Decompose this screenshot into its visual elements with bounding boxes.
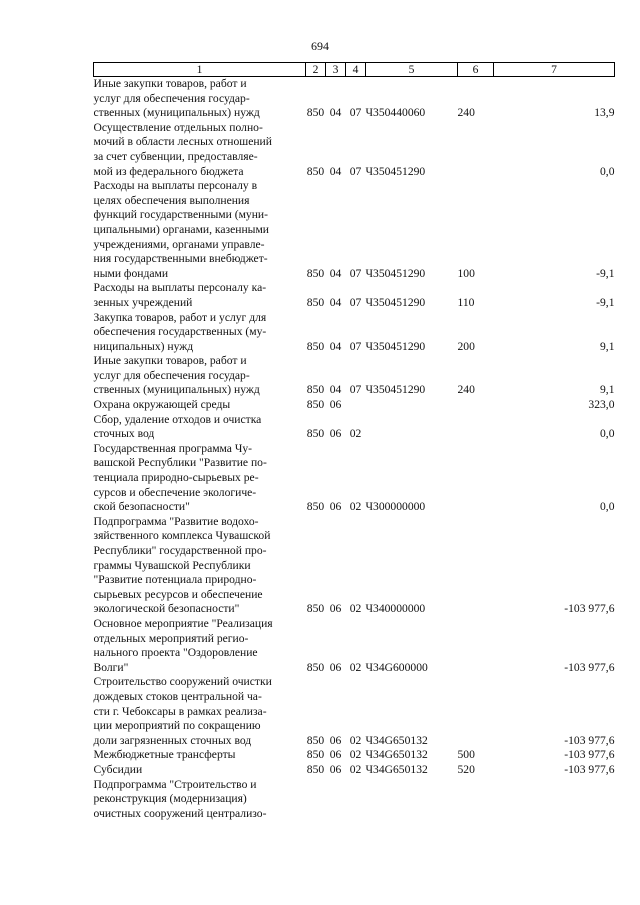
row-cell-c6: 500 (457, 748, 475, 762)
row-name-line: дождевых стоков центральной ча- (93, 689, 262, 703)
row-cell-c6 (458, 442, 494, 515)
row-cell-c6 (458, 413, 494, 442)
table-row (94, 515, 615, 617)
row-cell-c3: 06 (329, 660, 342, 674)
row-cell-c7: -103 977,6 (564, 748, 615, 762)
row-cell-c3: 06 (329, 398, 342, 412)
row-cell-c2: 850 (306, 748, 325, 762)
row-name-line: за счет субвенции, предоставляе- (93, 149, 258, 163)
row-name-line: Подпрограмма "Строительство и (93, 777, 257, 791)
row-name-line: учреждениями, органами управле- (93, 237, 265, 251)
table-body (94, 77, 615, 822)
row-name-line: сти г. Чебоксары в рамках реализа- (93, 704, 267, 718)
row-cell-c6 (458, 398, 494, 413)
row-name-line: Межбюджетные трансферты (93, 748, 236, 762)
table-row (94, 778, 615, 822)
page-number: 694 (311, 39, 329, 53)
row-cell-c7: 9,1 (600, 383, 615, 397)
row-cell-c5: Ч340000000 (365, 602, 426, 616)
row-cell-c6: 110 (457, 295, 475, 309)
row-name-line: Волги" (93, 660, 129, 674)
header-row (94, 63, 615, 77)
row-name-line: услуг для обеспечения государ- (93, 91, 250, 105)
table-row (94, 675, 615, 748)
row-cell-c5: Ч350451290 (365, 295, 426, 309)
row-cell-c2: 850 (306, 602, 325, 616)
row-cell-c7: 13,9 (594, 106, 615, 120)
row-name-cell (94, 748, 306, 763)
row-name-line: Сбор, удаление отходов и очистка (93, 412, 262, 426)
row-name-line: зенных учреждений (93, 295, 193, 309)
row-name-line: ственных (муниципальных) нужд (93, 106, 260, 120)
row-cell-c4: 02 (349, 500, 362, 514)
row-cell-c4: 07 (349, 266, 362, 280)
row-cell-c7: 0,0 (600, 500, 615, 514)
row-cell-c5: Ч34G650132 (365, 748, 428, 762)
row-cell-c6: 240 (457, 383, 475, 397)
row-name-cell (94, 515, 306, 617)
row-name-line: Охрана окружающей среды (93, 398, 231, 412)
row-cell-c5 (366, 413, 458, 442)
row-name-line: Субсидии (93, 762, 143, 776)
row-cell-c6 (458, 515, 494, 617)
row-cell-c6: 520 (457, 762, 475, 776)
table-row (94, 442, 615, 515)
row-cell-c4: 07 (349, 383, 362, 397)
row-name-line: ниципальных) нужд (93, 339, 194, 353)
row-name-line: целях обеспечения выполнения (93, 193, 250, 207)
row-name-line: сточных вод (93, 427, 155, 441)
row-cell-c3: 04 (329, 339, 342, 353)
row-cell-c2: 850 (306, 266, 325, 280)
row-cell-c5: Ч34G650132 (365, 733, 428, 747)
row-cell-c7: 0,0 (600, 164, 615, 178)
row-cell-c2: 850 (306, 383, 325, 397)
row-cell-c2: 850 (306, 398, 325, 412)
row-cell-c3: 06 (329, 748, 342, 762)
row-cell-c7: -103 977,6 (564, 762, 615, 776)
row-cell-c4 (346, 778, 366, 822)
row-cell-c7: 9,1 (600, 339, 615, 353)
row-cell-c3: 06 (329, 602, 342, 616)
row-cell-c4: 07 (349, 164, 362, 178)
table-row (94, 617, 615, 675)
row-cell-c2: 850 (306, 106, 325, 120)
row-cell-c7: 0,0 (600, 427, 615, 441)
row-cell-c2: 850 (306, 339, 325, 353)
row-name-line: зяйственного комплекса Чувашской (93, 529, 271, 543)
row-name-line: Основное мероприятие "Реализация (93, 616, 273, 630)
row-cell-c2: 850 (306, 500, 325, 514)
budget-table (93, 62, 615, 821)
row-name-line: Республики" государственной про- (93, 544, 267, 557)
row-name-line: вашской Республики "Развитие по- (93, 456, 267, 470)
row-cell-c3: 04 (329, 295, 342, 309)
row-cell-c3: 04 (329, 106, 342, 120)
row-cell-c4 (346, 398, 366, 413)
row-cell-c7: -9,1 (596, 266, 615, 280)
row-name-line: Расходы на выплаты персоналу в (93, 179, 258, 193)
row-name-line: Закупка товаров, работ и услуг для (93, 310, 267, 324)
table-row (94, 77, 615, 121)
row-name-line: Государственная программа Чу- (93, 441, 253, 455)
row-cell-c4: 02 (349, 733, 362, 747)
row-cell-c3: 04 (329, 266, 342, 280)
row-cell-c6 (458, 675, 494, 748)
row-name-line: Расходы на выплаты персоналу ка- (93, 281, 267, 295)
row-name-line: ской безопасности" (93, 500, 190, 514)
table-header (94, 63, 615, 77)
row-name-line: реконструкция (модернизация) (93, 792, 247, 806)
row-name-cell (94, 778, 306, 822)
row-cell-c5 (366, 398, 458, 413)
row-cell-c4: 02 (349, 602, 362, 616)
header-col-6: 6 (458, 63, 494, 77)
row-cell-c3: 06 (329, 427, 342, 441)
row-name-line: доли загрязненных сточных вод (93, 733, 252, 747)
row-cell-c4: 02 (349, 660, 362, 674)
header-col-2: 2 (306, 63, 326, 77)
row-cell-c5: Ч350451290 (365, 266, 426, 280)
row-cell-c2: 850 (306, 733, 325, 747)
row-name-line: сурсов и обеспечение экологиче- (93, 485, 257, 499)
row-name-line: услуг для обеспечения государ- (93, 368, 250, 382)
row-name-line: Подпрограмма "Развитие водохо- (93, 514, 259, 528)
row-cell-c6 (458, 617, 494, 675)
row-cell-c5: Ч350451290 (365, 383, 426, 397)
table-row (94, 281, 615, 310)
row-name-cell (94, 281, 306, 310)
row-cell-c2: 850 (306, 762, 325, 776)
table-row (94, 311, 615, 355)
row-name-line: обеспечения государственных (му- (93, 325, 267, 339)
row-cell-c6: 200 (457, 339, 475, 353)
row-name-line: ния государственными внебюджет- (93, 252, 268, 266)
row-cell-c5: Ч350451290 (365, 164, 426, 178)
row-name-line: ственных (муниципальных) нужд (93, 383, 260, 397)
row-cell-c3: 04 (329, 383, 342, 397)
row-name-line: нального проекта "Оздоровление (93, 646, 258, 660)
row-name-line: тенциала природно-сырьевых ре- (93, 471, 259, 485)
row-cell-c7: -103 977,6 (564, 733, 615, 747)
row-cell-c6 (458, 121, 494, 179)
row-cell-c7: 323,0 (588, 398, 615, 412)
row-cell-c4: 07 (349, 295, 362, 309)
row-cell-c3 (326, 778, 346, 822)
table-row (94, 398, 615, 413)
row-name-line: Иные закупки товаров, работ и (93, 77, 247, 90)
header-col-5: 5 (366, 63, 458, 77)
row-name-line: функций государственными (муни- (93, 208, 268, 222)
header-col-1: 1 (94, 63, 306, 77)
row-cell-c4: 02 (349, 427, 362, 441)
row-name-cell (94, 179, 306, 281)
row-name-cell (94, 442, 306, 515)
row-name-cell (94, 398, 306, 413)
row-name-line: "Развитие потенциала природно- (93, 573, 257, 587)
table-row (94, 748, 615, 763)
row-name-line: мой из федерального бюджета (93, 164, 244, 178)
row-cell-c3: 06 (329, 500, 342, 514)
header-col-7: 7 (494, 63, 615, 77)
table-row (94, 179, 615, 281)
row-cell-c4: 07 (349, 339, 362, 353)
row-name-cell (94, 77, 306, 121)
row-name-cell (94, 675, 306, 748)
row-cell-c5 (366, 778, 458, 822)
row-cell-c2: 850 (306, 164, 325, 178)
row-cell-c6 (458, 778, 494, 822)
row-name-cell (94, 413, 306, 442)
row-cell-c3: 04 (329, 164, 342, 178)
row-name-line: экологической безопасности" (93, 602, 240, 616)
row-name-line: отдельных мероприятий регио- (93, 631, 249, 645)
row-cell-c3: 06 (329, 733, 342, 747)
row-name-cell (94, 354, 306, 398)
row-cell-c5: Ч34G600000 (365, 660, 428, 674)
row-name-line: граммы Чувашской Республики (93, 558, 251, 572)
table-row (94, 763, 615, 778)
table-row (94, 413, 615, 442)
row-cell-c6: 240 (457, 106, 475, 120)
row-name-line: мочий в области лесных отношений (93, 135, 272, 149)
row-name-line: Иные закупки товаров, работ и (93, 354, 247, 368)
row-cell-c5: Ч300000000 (365, 500, 426, 514)
row-name-line: Осуществление отдельных полно- (93, 120, 263, 134)
row-cell-c5: Ч350451290 (365, 339, 426, 353)
row-cell-c7: -103 977,6 (564, 602, 615, 616)
row-cell-c2 (306, 778, 326, 822)
row-cell-c6: 100 (457, 266, 475, 280)
row-cell-c2: 850 (306, 660, 325, 674)
row-cell-c7: -9,1 (596, 295, 615, 309)
row-name-line: очистных сооружений централизо- (93, 806, 267, 820)
row-name-line: ции мероприятий по сокращению (93, 719, 261, 733)
table-row (94, 354, 615, 398)
row-name-cell (94, 121, 306, 179)
row-name-line: сырьевых ресурсов и обеспечение (93, 587, 263, 601)
row-cell-c2: 850 (306, 295, 325, 309)
table-row (94, 121, 615, 179)
row-name-line: ными фондами (93, 266, 169, 280)
row-name-line: Строительство сооружений очистки (93, 675, 272, 689)
row-cell-c7 (494, 778, 615, 822)
header-col-3: 3 (326, 63, 346, 77)
row-cell-c4: 02 (349, 762, 362, 776)
row-name-cell (94, 763, 306, 778)
row-cell-c2: 850 (306, 427, 325, 441)
row-cell-c5: Ч34G650132 (365, 762, 428, 776)
header-col-4: 4 (346, 63, 366, 77)
row-cell-c4: 07 (349, 106, 362, 120)
row-cell-c4: 02 (349, 748, 362, 762)
row-cell-c7: -103 977,6 (564, 660, 615, 674)
row-name-cell (94, 311, 306, 355)
row-cell-c3: 06 (329, 762, 342, 776)
row-name-cell (94, 617, 306, 675)
row-name-line: ципальными) органами, казенными (93, 222, 269, 236)
row-cell-c5: Ч350440060 (365, 106, 426, 120)
